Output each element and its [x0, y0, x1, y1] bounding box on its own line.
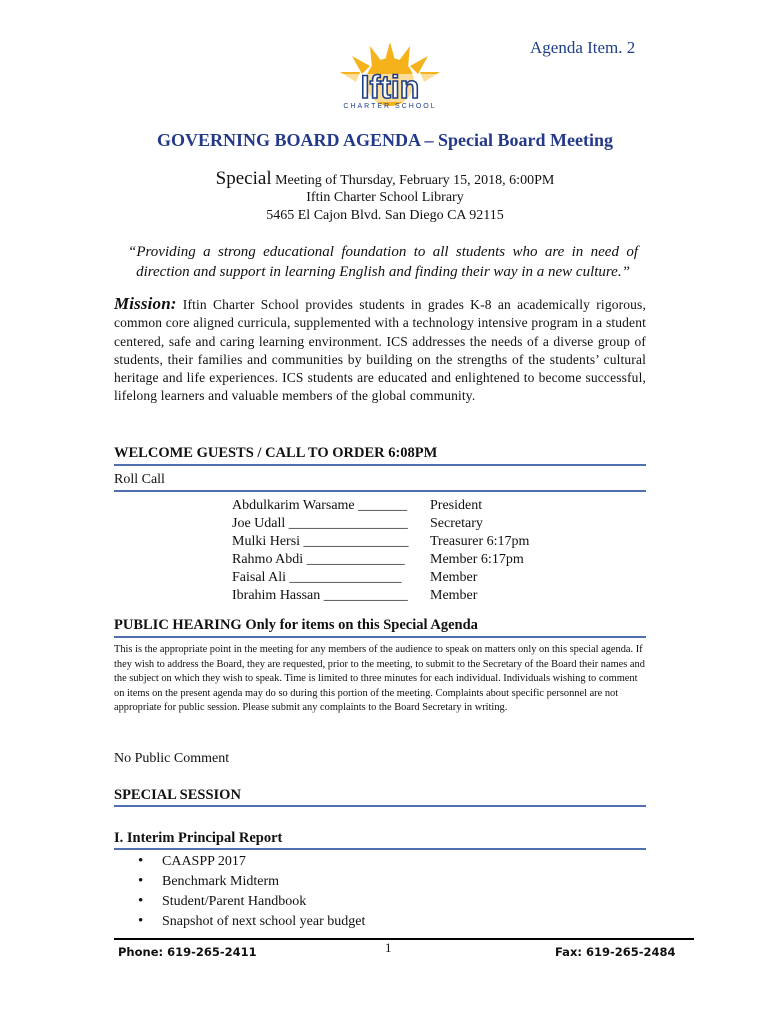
section-divider — [114, 464, 646, 466]
principal-report-title: I. Interim Principal Report — [114, 830, 283, 846]
mission-label: Mission: — [114, 294, 177, 313]
member-name: Mulki Hersi _______________ — [232, 534, 409, 549]
section-divider — [114, 848, 646, 850]
school-motto-quote: “Providing a strong educational foundation to all students who are in need of direction and support in learning English and finding their way in a new culture.” — [128, 244, 638, 280]
footer-divider — [114, 938, 694, 940]
member-role: Secretary — [430, 516, 483, 531]
list-item: • Snapshot of next school year budget — [138, 912, 365, 932]
public-hearing-heading: PUBLIC HEARING Only for items on this Special Agenda — [114, 617, 478, 633]
meeting-address: 5465 El Cajon Blvd. San Diego CA 92115 — [266, 208, 504, 223]
public-hearing-text: This is the appropriate point in the meeting for any members of the audience to speak on matters only on this special agenda. If they wish to address the Board, they are requested, prior to the meeting, to submit to the Secretary of the Board their names and the subject on which they wish to speak. Time is limited to three minutes for each individual. Individuals wishing to comment on items on the present agenda may do so during this portion of the meeting. Complaints about specific personnel are not appropriate for public session. Please submit any complaints to the Board Secretary in writing. — [114, 644, 645, 714]
sun-icon — [300, 42, 480, 114]
logo-subtitle: CHARTER SCHOOL — [343, 103, 437, 110]
section-divider — [114, 490, 646, 492]
member-role: Member — [430, 570, 478, 585]
member-name: Joe Udall _________________ — [232, 516, 408, 531]
mission-statement — [114, 295, 646, 406]
list-item: • Student/Parent Handbook — [138, 892, 365, 912]
meeting-when: Meeting of Thursday, February 15, 2018, 6:00PM — [271, 173, 555, 188]
agenda-item-label: Agenda Item. 2 — [530, 38, 636, 57]
school-logo — [300, 42, 480, 114]
mission-text: Iftin Charter School provides students in grades K-8 an academically rigorous, common core aligned curricula, supplemented with a technology intensive program in a student centered, safe and caring learning environment. ICS addresses the needs of a diverse group of students, their families and communities by building on the strengths of the students’ cultural heritage and life experiences. ICS students are educated and enlightened to become successful, lifelong learners and valuable members of the global community. — [114, 297, 646, 404]
roll-call-label: Roll Call — [114, 472, 165, 487]
footer-phone: Phone: 619-265-2411 — [118, 945, 257, 959]
member-name: Abdulkarim Warsame _______ — [232, 498, 408, 513]
page-number: 1 — [385, 940, 392, 955]
member-name: Faisal Ali ________________ — [232, 570, 402, 585]
member-role: Member — [430, 588, 478, 603]
member-role: Treasurer 6:17pm — [430, 534, 530, 549]
meeting-type: Special — [215, 168, 272, 189]
page-title: GOVERNING BOARD AGENDA – Special Board Meeting — [156, 130, 613, 150]
member-name: Rahmo Abdi ______________ — [232, 552, 405, 567]
footer-fax: Fax: 619-265-2484 — [555, 945, 676, 959]
report-items-list — [138, 852, 365, 932]
member-role: President — [430, 498, 483, 513]
no-public-comment: No Public Comment — [114, 751, 230, 766]
logo-wordmark: Iftin — [360, 69, 420, 105]
welcome-heading: WELCOME GUESTS / CALL TO ORDER 6:08PM — [114, 445, 438, 461]
list-item: • Benchmark Midterm — [138, 872, 365, 892]
meeting-datetime — [0, 168, 770, 190]
member-name: Ibrahim Hassan ____________ — [232, 588, 408, 603]
list-item: • CAASPP 2017 — [138, 852, 365, 872]
special-session-heading: SPECIAL SESSION — [114, 787, 241, 803]
section-divider — [114, 805, 646, 807]
member-role: Member 6:17pm — [430, 552, 524, 567]
section-divider — [114, 636, 646, 638]
meeting-location: Iftin Charter School Library — [306, 190, 464, 205]
